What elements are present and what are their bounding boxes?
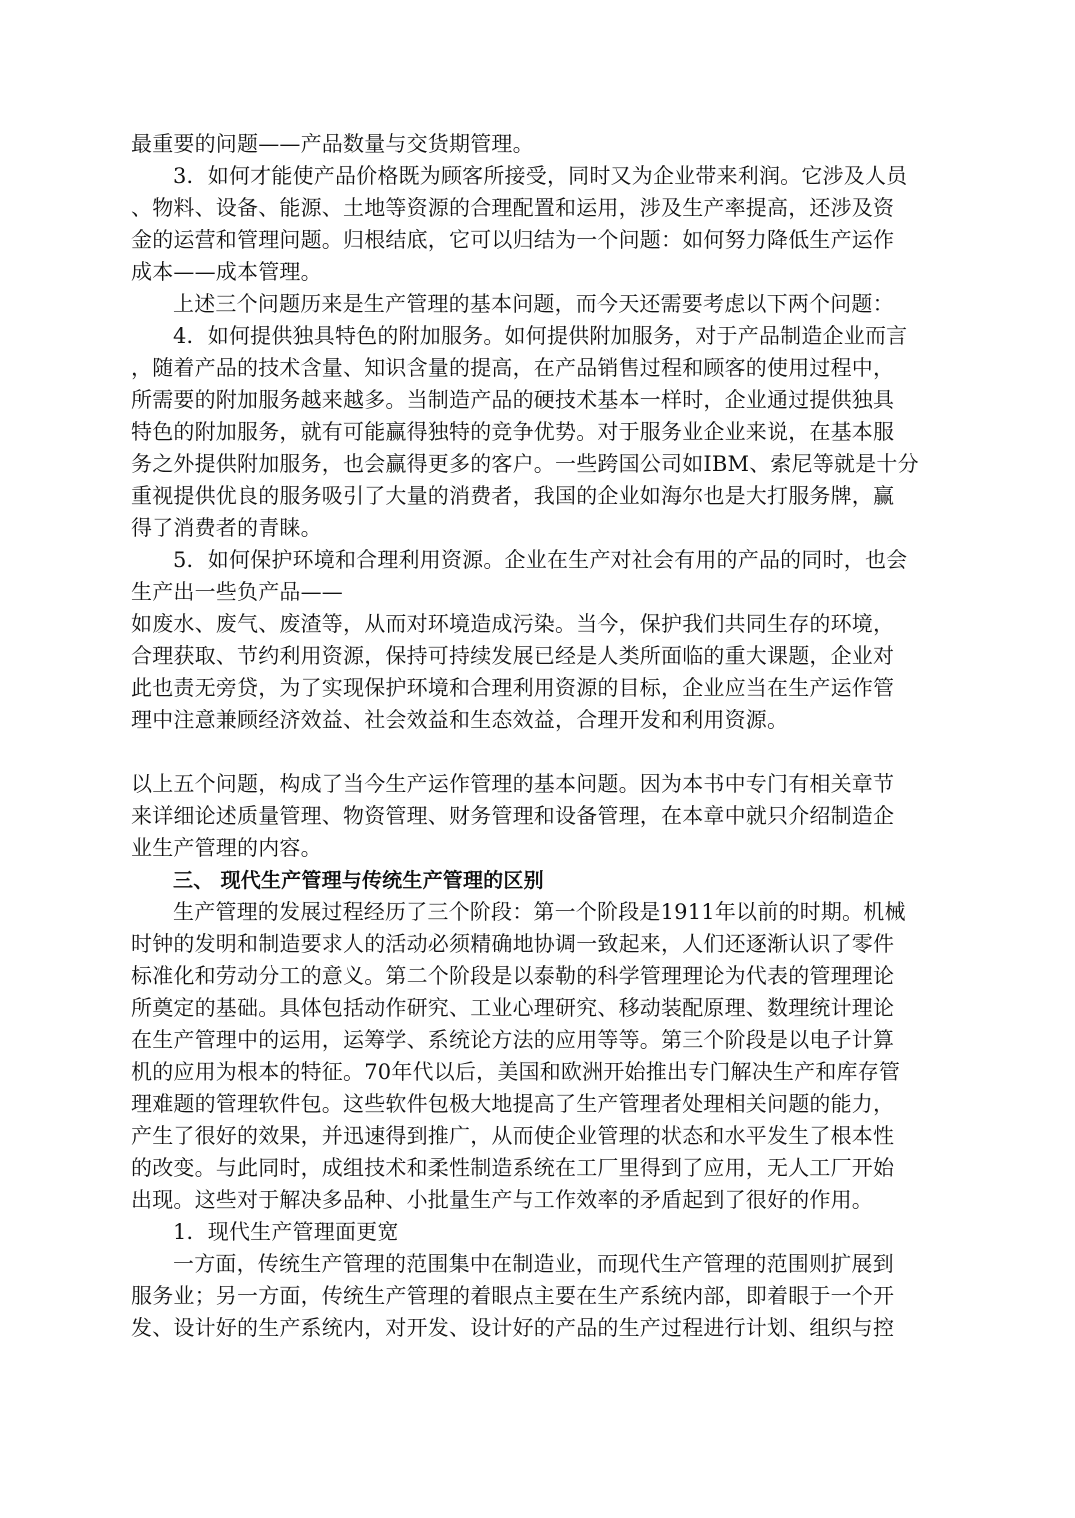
section-heading: 三、 现代生产管理与传统生产管理的区别 <box>173 868 544 892</box>
paragraph-line: 生产管理的发展过程经历了三个阶段：第一个阶段是1911年以前的时期。机械 <box>173 900 906 924</box>
document-page <box>131 128 931 1344</box>
paragraph-line: 产生了很好的效果，并迅速得到推广，从而使企业管理的状态和水平发生了根本性 <box>131 1124 895 1148</box>
paragraph-line: 理难题的管理软件包。这些软件包极大地提高了生产管理者处理相关问题的能力， <box>131 1092 895 1116</box>
paragraph-line: 、物料、设备、能源、土地等资源的合理配置和运用，涉及生产率提高，还涉及资 <box>131 196 895 220</box>
paragraph-line: 最重要的问题——产品数量与交货期管理。 <box>131 132 534 156</box>
paragraph-line: 机的应用为根本的特征。70年代以后，美国和欧洲开始推出专门解决生产和库存管 <box>131 1060 901 1084</box>
paragraph-line: 金的运营和管理问题。归根结底，它可以归结为一个问题：如何努力降低生产运作 <box>131 228 895 252</box>
paragraph-spacer <box>131 736 931 768</box>
paragraph-line: 此也责无旁贷，为了实现保护环境和合理利用资源的目标，企业应当在生产运作管 <box>131 676 895 700</box>
paragraph-line: 在生产管理中的运用，运筹学、系统论方法的应用等等。第三个阶段是以电子计算 <box>131 1028 895 1052</box>
paragraph-line: 上述三个问题历来是生产管理的基本问题，而今天还需要考虑以下两个问题： <box>173 292 894 316</box>
paragraph-line: 5．如何保护环境和合理利用资源。企业在生产对社会有用的产品的同时，也会 <box>173 548 908 572</box>
paragraph-line: 所需要的附加服务越来越多。当制造产品的硬技术基本一样时，企业通过提供独具 <box>131 388 895 412</box>
paragraph-line: 一方面，传统生产管理的范围集中在制造业，而现代生产管理的范围则扩展到 <box>173 1252 894 1276</box>
paragraph-line: 如废水、废气、废渣等，从而对环境造成污染。当今，保护我们共同生存的环境， <box>131 612 895 636</box>
paragraph-line: 得了消费者的青睐。 <box>131 516 322 540</box>
paragraph-line: 来详细论述质量管理、物资管理、财务管理和设备管理，在本章中就只介绍制造企 <box>131 804 895 828</box>
paragraph-line: 合理获取、节约利用资源，保持可持续发展已经是人类所面临的重大课题，企业对 <box>131 644 895 668</box>
paragraph-line: 出现。这些对于解决多品种、小批量生产与工作效率的矛盾起到了很好的作用。 <box>131 1188 873 1212</box>
paragraph-line: 所奠定的基础。具体包括动作研究、工业心理研究、移动装配原理、数理统计理论 <box>131 996 895 1020</box>
paragraph-line: 特色的附加服务，就有可能赢得独特的竞争优势。对于服务业企业来说，在基本服 <box>131 420 895 444</box>
paragraph-line: 时钟的发明和制造要求人的活动必须精确地协调一致起来，人们还逐渐认识了零件 <box>131 932 895 956</box>
paragraph-line: 发、设计好的生产系统内，对开发、设计好的产品的生产过程进行计划、组织与控 <box>131 1316 895 1340</box>
paragraph-line: 标准化和劳动分工的意义。第二个阶段是以泰勒的科学管理理论为代表的管理理论 <box>131 964 895 988</box>
paragraph-line: 的改变。与此同时，成组技术和柔性制造系统在工厂里得到了应用，无人工厂开始 <box>131 1156 895 1180</box>
paragraph-line: 重视提供优良的服务吸引了大量的消费者，我国的企业如海尔也是大打服务牌，赢 <box>131 484 895 508</box>
paragraph-line: 3．如何才能使产品价格既为顾客所接受，同时又为企业带来利润。它涉及人员 <box>173 164 908 188</box>
paragraph-line: 4．如何提供独具特色的附加服务。如何提供附加服务，对于产品制造企业而言 <box>173 324 908 348</box>
paragraph-line: ，随着产品的技术含量、知识含量的提高，在产品销售过程和顾客的使用过程中， <box>131 356 895 380</box>
paragraph-line: 成本——成本管理。 <box>131 260 322 284</box>
paragraph-line: 务之外提供附加服务，也会赢得更多的客户。一些跨国公司如IBM、索尼等就是十分 <box>131 452 919 476</box>
paragraph-line: 服务业；另一方面，传统生产管理的着眼点主要在生产系统内部，即着眼于一个开 <box>131 1284 895 1308</box>
subsection-heading: 1．现代生产管理面更宽 <box>173 1220 399 1244</box>
paragraph-line: 理中注意兼顾经济效益、社会效益和生态效益，合理开发和利用资源。 <box>131 708 789 732</box>
paragraph-line: 以上五个问题，构成了当今生产运作管理的基本问题。因为本书中专门有相关章节 <box>131 772 895 796</box>
paragraph-line: 生产出一些负产品—— <box>131 580 343 604</box>
paragraph-line: 业生产管理的内容。 <box>131 836 322 860</box>
